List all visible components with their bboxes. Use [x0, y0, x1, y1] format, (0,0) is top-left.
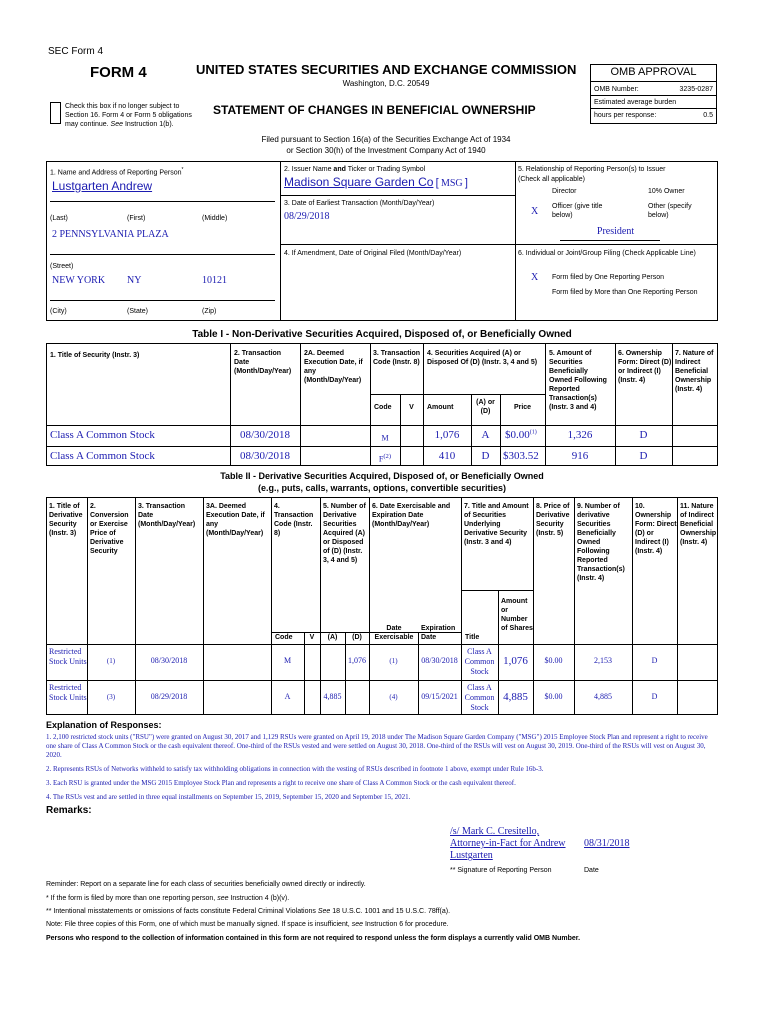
t1-r2-code	[370, 452, 400, 465]
box5-label: 5. Relationship of Reporting Person(s) to Issuer	[518, 166, 666, 173]
footer-3a: Note: File three copies of this Form, one of which must be manually signed. If space is insufficient,	[46, 921, 350, 928]
t2-r2-form: D	[651, 692, 658, 701]
t1-r2-ad: D	[481, 450, 490, 462]
t2-r1-d: 1,076	[348, 656, 366, 665]
t2-r2-title: Restricted Stock Units	[49, 683, 87, 702]
officer-label: Officer (give title below)	[552, 203, 603, 219]
state-label: (State)	[127, 308, 149, 315]
officer-mark[interactable]: X	[531, 206, 539, 217]
other-label: Other (specify below)	[648, 203, 692, 219]
name-underline	[50, 201, 275, 202]
t2-h3: 3. Transaction Date (Month/Day/Year)	[138, 503, 196, 528]
t1-v5	[545, 343, 546, 466]
t2-date-ex: Date Exercisable	[374, 625, 414, 641]
multi-person-label: Form filed by More than One Reporting Person	[552, 289, 698, 296]
box2-divider	[280, 195, 515, 196]
t2-h-row	[46, 680, 718, 681]
filed-line-1: Filed pursuant to Section 16(a) of the Securities Exchange Act of 1934	[261, 135, 511, 144]
signature-line-1: /s/ Mark C. Cresitello,	[450, 826, 540, 837]
t2-r1-owned: 2,153	[594, 656, 612, 665]
street-value: 2 PENNSYLVANIA PLAZA	[52, 229, 169, 240]
t2-v1	[87, 497, 88, 715]
t1-h3: 3. Transaction Code (Instr. 8)	[373, 350, 421, 366]
box4-divider	[280, 244, 718, 245]
remarks-title: Remarks:	[46, 805, 92, 816]
t1-r1-price-fn: (1)	[529, 429, 537, 436]
box6-label: 6. Individual or Joint/Group Filing (Check Applicable Line)	[518, 250, 696, 257]
t1-r1-code	[370, 431, 400, 444]
earliest-transaction-date: 08/29/2018	[284, 211, 330, 222]
commission-title: UNITED STATES SECURITIES AND EXCHANGE COMMISSION	[196, 62, 577, 77]
t1-r2-code-fn: (2)	[383, 453, 392, 460]
footer-3-see: see	[351, 921, 363, 928]
t2-h3a: 3A. Deemed Execution Date, if any (Month/Day/Year)	[206, 503, 265, 537]
signature-line-3: Lustgarten	[450, 850, 493, 861]
t1-h7: 7. Nature of Indirect Beneficial Ownership (Instr. 4)	[675, 350, 714, 393]
omb-divider-2	[590, 108, 717, 109]
location: Washington, D.C. 20549	[342, 79, 430, 88]
t2-d: (D)	[352, 634, 362, 641]
state-value: NY	[127, 275, 142, 286]
t2-r1-expiration: 08/30/2018	[421, 656, 458, 665]
footer-line-2	[46, 907, 450, 916]
t1-h2a: 2A. Deemed Execution Date, if any (Month/Day/Year)	[304, 350, 363, 384]
t1-v7	[672, 343, 673, 466]
t2-h5: 5. Number of Derivative Securities Acquired (A) or Disposed of (D) (Instr. 3, 4 and 5)	[323, 503, 366, 564]
t1-r2-code-val: F	[378, 454, 384, 464]
note-4: 4. The RSUs vest and are settled in three equal installments on September 15, 2019, September 15, 2020 and September 15, 2021.	[46, 793, 411, 801]
t1-r1-title: Class A Common Stock	[50, 429, 155, 441]
one-person-label: Form filed by One Reporting Person	[552, 274, 665, 281]
t1-v6	[615, 343, 616, 466]
t2-v11	[677, 497, 678, 715]
omb-number-value: 3235-0287	[679, 86, 713, 93]
t2-r2-code: A	[284, 692, 291, 701]
signature-line-2: Attorney-in-Fact for Andrew	[450, 838, 566, 849]
t2-h-sub2	[461, 590, 533, 591]
city-label: (City)	[50, 308, 67, 315]
t2-code: Code	[275, 634, 293, 641]
t2-v8	[533, 497, 534, 715]
street-underline	[50, 254, 275, 255]
officer-title: President	[596, 226, 635, 237]
footer-1-see: see	[217, 895, 229, 902]
t1-r1-form: D	[639, 429, 648, 441]
ticker-bracket-close: ]	[464, 177, 468, 189]
checkbox-instr: Instruction 1(b).	[124, 121, 174, 128]
box4-label: 4. If Amendment, Date of Original Filed (Month/Day/Year)	[284, 250, 462, 257]
t1-r2-date: 08/30/2018	[239, 450, 291, 462]
street-label: (Street)	[50, 263, 74, 270]
t2-r2-a: 4,885	[323, 692, 342, 701]
t2-a: (A)	[327, 634, 338, 641]
t2-v9	[574, 497, 575, 715]
box3-label: 3. Date of Earliest Transaction (Month/Day/Year)	[284, 200, 435, 207]
t2-r2-date: 08/29/2018	[150, 692, 188, 701]
t1-r1-price-val: $0.00	[505, 429, 530, 441]
table2-subtitle: (e.g., puts, calls, warrants, options, convertible securities)	[257, 483, 507, 493]
t1-code: Code	[374, 404, 392, 411]
ticker-symbol: MSG	[440, 178, 463, 189]
t2-r2-owned: 4,885	[594, 692, 612, 701]
t2-r1-code: M	[283, 656, 292, 665]
t1-h-row	[46, 446, 718, 447]
table2-title: Table II - Derivative Securities Acquired, Disposed of, or Beneficially Owned	[220, 471, 544, 481]
officer-title-underline	[560, 240, 660, 241]
t1-price: Price	[513, 404, 532, 411]
t1-r1-code-val: M	[381, 433, 389, 443]
t2-h7: 7. Title and Amount of Securities Underlying Derivative Security (Instr. 3 and 4)	[464, 503, 529, 546]
note-3: 3. Each RSU is granted under the MSG 2015 Employee Stock Plan and represents a right to receive one share of Class A Common Stock or the cash equivalent thereof.	[46, 779, 516, 787]
t2-v6	[369, 497, 370, 715]
footer-1a: * If the form is filed by more than one reporting person,	[46, 895, 216, 902]
doc-label: SEC Form 4	[48, 46, 104, 57]
t1-r2-price: $303.52	[503, 450, 539, 462]
t2-h8: 8. Price of Derivative Security (Instr. 5)	[536, 503, 570, 537]
city-underline	[50, 300, 275, 301]
checkbox-see: See	[110, 121, 124, 128]
t1-v1	[230, 343, 231, 466]
box2-label	[284, 165, 425, 174]
t2-v2	[135, 497, 136, 715]
t2-v: V	[309, 634, 315, 641]
note-1: 1. 2,100 restricted stock units ("RSU") were granted on August 30, 2017 and 1,129 RSUs were granted on April 19, 2018 under The Madison Square Garden Company ("MSG") 2015 Employee Stock Plan and represent a right to receive one share of Class A Common Stock or the cash equivalent thereof. One-third of the RSUs vested and were settled on August 30, 2018. One-third of the RSUs will vest on August 30, 2019. One-third of the RSUs will vest on August 30, 2020.	[46, 733, 708, 759]
owner10-label: 10% Owner	[648, 188, 685, 195]
reporting-person-name[interactable]: Lustgarten Andrew	[52, 179, 153, 193]
filed-line-2: or Section 30(h) of the Investment Company Act of 1940	[286, 146, 486, 155]
t1-h-sub	[370, 394, 545, 395]
omb-title: OMB APPROVAL	[610, 66, 697, 78]
footer-2-see: See	[317, 908, 331, 915]
t2-v10	[632, 497, 633, 715]
box1-label	[50, 166, 183, 177]
zip-label: (Zip)	[202, 308, 217, 315]
t2-v4	[271, 497, 272, 715]
issuer-line	[284, 175, 468, 189]
first-label: (First)	[127, 215, 146, 222]
t2-r1-price: $0.00	[544, 656, 563, 665]
t2-h6: 6. Date Exercisable and Expiration Date (Month/Day/Year)	[372, 503, 451, 528]
t2-exp: Expiration Date	[421, 625, 456, 641]
footer-2a: ** Intentional misstatements or omissions of facts constitute Federal Criminal Violations	[46, 908, 316, 915]
footer-line-1	[46, 894, 289, 903]
t1-h2: 2. Transaction Date (Month/Day/Year)	[234, 350, 292, 375]
t1-h1: 1. Title of Security (Instr. 3)	[50, 352, 140, 359]
box2-label-and: and	[333, 166, 346, 173]
t2-r2-und-amount: 4,885	[503, 691, 528, 703]
omb-number-label: OMB Number:	[594, 86, 639, 93]
t1-r1-amount: 1,076	[434, 429, 460, 441]
t2-h9: 9. Number of derivative Securities Beneficially Owned Following Reported Transaction(s) (Instr. 4)	[577, 503, 625, 582]
t2-r1-exercisable: (1)	[389, 657, 398, 665]
omb-hours-label: hours per response:	[594, 112, 657, 119]
t1-v: V	[409, 404, 414, 411]
statement-title: STATEMENT OF CHANGES IN BENEFICIAL OWNERSHIP	[213, 103, 536, 117]
one-person-mark[interactable]: X	[531, 272, 539, 283]
t2-v3	[203, 497, 204, 715]
checkbox-text-main: Check this box if no longer subject to Section 16. Form 4 or Form 5 obligations may continue.	[65, 103, 192, 128]
t2-r1-title: Restricted Stock Units	[49, 647, 87, 666]
checkbox-text	[65, 102, 195, 129]
footer-2b: 18 U.S.C. 1001 and 15 U.S.C. 78ff(a).	[332, 908, 451, 915]
box2-label-a: 2. Issuer Name	[284, 166, 332, 173]
form-title: FORM 4	[90, 64, 147, 81]
city-value: NEW YORK	[52, 275, 106, 286]
col-divider-2	[515, 161, 516, 321]
zip-value: 10121	[202, 275, 227, 286]
t1-r1-price	[505, 429, 537, 441]
explanation-notes	[46, 733, 718, 802]
director-label: Director	[552, 188, 577, 195]
t2-amount-shares: Amount or Number of Shares	[501, 598, 533, 632]
signature	[450, 826, 566, 862]
t1-amount: Amount	[427, 404, 454, 411]
issuer-name[interactable]: Madison Square Garden Co	[284, 175, 434, 189]
note-2: 2. Represents RSUs of Networks withheld to satisfy tax withholding obligations in connection with the vesting of RSUs described in footnote 1 above, exempt under Rule 16b-3.	[46, 765, 544, 773]
footer-line-3	[46, 920, 449, 929]
date-label: Date	[584, 867, 599, 874]
footer-line-4: Persons who respond to the collection of information contained in this form are not required to respond unless the form displays a currently valid OMB Number.	[46, 935, 581, 942]
t2-r2-und-title: Class A Common Stock	[464, 683, 495, 712]
t1-h6: 6. Ownership Form: Direct (D) or Indirect (I) (Instr. 4)	[618, 350, 672, 384]
omb-divider-1	[590, 95, 717, 96]
footer-1b: Instruction 4 (b)(v).	[230, 895, 290, 902]
t1-v2	[300, 343, 301, 466]
omb-hours-value: 0.5	[703, 112, 713, 119]
box2-label-b: Ticker or Trading Symbol	[347, 166, 426, 173]
signature-date: 08/31/2018	[584, 838, 630, 849]
t1-h-body	[46, 425, 718, 426]
t1-h5: 5. Amount of Securities Beneficially Owned Following Reported Transaction(s) (Instr. 3 and 4)	[549, 350, 607, 411]
t1-r2-amount: 410	[438, 450, 456, 462]
table1-title: Table I - Non-Derivative Securities Acquired, Disposed of, or Beneficially Owned	[192, 329, 572, 340]
t1-v4	[423, 343, 424, 466]
t1-r2-form: D	[639, 450, 648, 462]
t2-r2-exercisable: (4)	[389, 693, 398, 701]
t2-title-col: Title	[465, 634, 480, 641]
t2-v5	[320, 497, 321, 715]
explanation-title: Explanation of Responses:	[46, 720, 162, 730]
signature-label: ** Signature of Reporting Person	[450, 867, 552, 874]
ticker-bracket-open: [	[435, 177, 439, 189]
t1-r2-owned: 916	[571, 450, 589, 462]
t2-h2: 2. Conversion or Exercise Price of Derivative Security	[90, 503, 129, 555]
t2-h-body	[46, 644, 718, 645]
box1-star: *	[181, 167, 184, 173]
box5-sub: (Check all applicable)	[518, 176, 585, 183]
t2-h4: 4. Transaction Code (Instr. 8)	[274, 503, 314, 537]
last-label: (Last)	[50, 215, 68, 222]
middle-label: (Middle)	[202, 215, 228, 222]
t1-aord: (A) or (D)	[476, 399, 495, 415]
t1-r2-title: Class A Common Stock	[50, 450, 155, 462]
footer-3b: Instruction 6 for procedure.	[364, 921, 449, 928]
t2-r1-und-amount: 1,076	[503, 655, 528, 667]
t2-r1-form: D	[651, 656, 658, 665]
box1-label-text: 1. Name and Address of Reporting Person	[50, 169, 182, 177]
t1-r1-owned: 1,326	[567, 429, 593, 441]
t2-r1-date: 08/30/2018	[150, 656, 188, 665]
t2-r1-conv: (1)	[106, 657, 116, 665]
omb-burden-label: Estimated average burden	[594, 99, 677, 106]
t2-r2-expiration: 09/15/2021	[421, 692, 458, 701]
t2-h10: 10. Ownership Form: Direct (D) or Indirect (I) (Instr. 4)	[635, 503, 677, 555]
t1-r1-date: 08/30/2018	[239, 429, 291, 441]
footer-reminder: Reminder: Report on a separate line for each class of securities beneficially owned directly or indirectly.	[46, 881, 366, 888]
t1-h4: 4. Securities Acquired (A) or Disposed Of (D) (Instr. 3, 4 and 5)	[427, 350, 538, 366]
t1-r1-ad: A	[481, 429, 490, 441]
no-longer-subject-checkbox[interactable]	[50, 102, 61, 124]
t1-v3	[370, 343, 371, 466]
t2-h1: 1. Title of Derivative Security (Instr. 3)	[49, 503, 83, 537]
t2-r2-conv: (3)	[106, 693, 116, 701]
t2-r1-und-title: Class A Common Stock	[464, 647, 495, 676]
col-divider-1	[280, 161, 281, 321]
t2-h11: 11. Nature of Indirect Beneficial Ownership (Instr. 4)	[680, 503, 717, 546]
t2-r2-price: $0.00	[544, 692, 563, 701]
